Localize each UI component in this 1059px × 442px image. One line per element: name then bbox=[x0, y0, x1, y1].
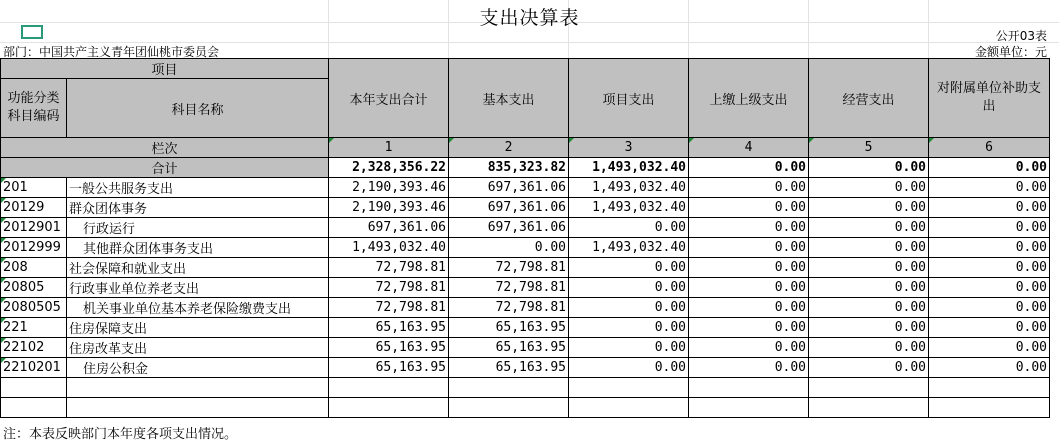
function-code-cell[interactable]: 2210201 bbox=[1, 358, 67, 378]
amount-cell[interactable]: 65,163.95 bbox=[449, 358, 569, 378]
header-col-2: 基本支出 bbox=[449, 59, 569, 138]
amount-cell[interactable]: 65,163.95 bbox=[329, 358, 449, 378]
subject-name-cell[interactable]: 机关事业单位基本养老保险缴费支出 bbox=[67, 298, 329, 318]
subject-name-cell[interactable]: 其他群众团体事务支出 bbox=[67, 238, 329, 258]
empty-cell[interactable] bbox=[1, 378, 67, 398]
header-col-4: 上缴上级支出 bbox=[689, 59, 809, 138]
amount-cell[interactable]: 65,163.95 bbox=[329, 318, 449, 338]
amount-cell[interactable]: 0.00 bbox=[689, 318, 809, 338]
empty-cell[interactable] bbox=[329, 378, 449, 398]
amount-cell[interactable]: 697,361.06 bbox=[449, 178, 569, 198]
amount-cell[interactable]: 0.00 bbox=[929, 198, 1050, 218]
amount-cell[interactable]: 0.00 bbox=[569, 318, 689, 338]
amount-cell[interactable]: 697,361.06 bbox=[449, 198, 569, 218]
amount-cell[interactable]: 0.00 bbox=[809, 178, 929, 198]
empty-cell[interactable] bbox=[929, 398, 1050, 418]
empty-cell[interactable] bbox=[1, 398, 67, 418]
amount-cell[interactable]: 0.00 bbox=[929, 318, 1050, 338]
empty-row bbox=[1, 378, 1050, 398]
amount-cell[interactable]: 2,190,393.46 bbox=[329, 198, 449, 218]
amount-cell[interactable]: 0.00 bbox=[569, 298, 689, 318]
amount-cell[interactable]: 0.00 bbox=[809, 318, 929, 338]
amount-cell[interactable]: 0.00 bbox=[809, 218, 929, 238]
amount-cell[interactable]: 0.00 bbox=[689, 258, 809, 278]
amount-cell[interactable]: 0.00 bbox=[689, 218, 809, 238]
function-code-cell[interactable]: 208 bbox=[1, 258, 67, 278]
expenditure-table bbox=[0, 58, 1050, 418]
amount-cell[interactable]: 697,361.06 bbox=[449, 218, 569, 238]
function-code-cell[interactable]: 221 bbox=[1, 318, 67, 338]
total-value: 0.00 bbox=[809, 158, 929, 178]
table-row bbox=[1, 278, 1050, 298]
amount-cell[interactable]: 72,798.81 bbox=[329, 298, 449, 318]
amount-cell[interactable]: 0.00 bbox=[809, 198, 929, 218]
amount-cell[interactable]: 0.00 bbox=[689, 238, 809, 258]
function-code-cell[interactable]: 22102 bbox=[1, 338, 67, 358]
amount-cell[interactable]: 72,798.81 bbox=[449, 278, 569, 298]
empty-cell[interactable] bbox=[449, 378, 569, 398]
empty-cell[interactable] bbox=[569, 398, 689, 418]
subject-name-cell[interactable]: 行政运行 bbox=[67, 218, 329, 238]
subject-name-cell[interactable]: 住房改革支出 bbox=[67, 338, 329, 358]
amount-cell[interactable]: 65,163.95 bbox=[449, 318, 569, 338]
amount-cell[interactable]: 0.00 bbox=[929, 358, 1050, 378]
table-row bbox=[1, 238, 1050, 258]
amount-cell[interactable]: 0.00 bbox=[689, 338, 809, 358]
amount-cell[interactable]: 0.00 bbox=[569, 338, 689, 358]
empty-cell[interactable] bbox=[67, 378, 329, 398]
amount-cell[interactable]: 1,493,032.40 bbox=[329, 238, 449, 258]
table-row bbox=[1, 198, 1050, 218]
amount-cell[interactable]: 0.00 bbox=[929, 258, 1050, 278]
amount-cell[interactable]: 1,493,032.40 bbox=[569, 178, 689, 198]
function-code-cell[interactable]: 201 bbox=[1, 178, 67, 198]
column-number: 5 bbox=[809, 138, 929, 158]
empty-cell[interactable] bbox=[689, 378, 809, 398]
header-col-1: 本年支出合计 bbox=[329, 59, 449, 138]
empty-cell[interactable] bbox=[67, 398, 329, 418]
subject-name-cell[interactable]: 住房公积金 bbox=[67, 358, 329, 378]
empty-cell[interactable] bbox=[809, 398, 929, 418]
header-func-code: 功能分类科目编码 bbox=[1, 79, 67, 138]
total-value: 835,323.82 bbox=[449, 158, 569, 178]
amount-cell[interactable]: 2,190,393.46 bbox=[329, 178, 449, 198]
amount-cell[interactable]: 65,163.95 bbox=[449, 338, 569, 358]
amount-cell[interactable]: 0.00 bbox=[929, 178, 1050, 198]
total-value: 1,493,032.40 bbox=[569, 158, 689, 178]
empty-cell[interactable] bbox=[929, 378, 1050, 398]
function-code-cell[interactable]: 2012999 bbox=[1, 238, 67, 258]
amount-cell[interactable]: 0.00 bbox=[569, 218, 689, 238]
amount-cell[interactable]: 0.00 bbox=[809, 358, 929, 378]
subject-name-cell[interactable]: 群众团体事务 bbox=[67, 198, 329, 218]
empty-row bbox=[1, 398, 1050, 418]
total-label: 合计 bbox=[1, 158, 329, 178]
amount-cell[interactable]: 65,163.95 bbox=[329, 338, 449, 358]
amount-cell[interactable]: 0.00 bbox=[929, 278, 1050, 298]
currency-unit-label: 金额单位：元 bbox=[974, 45, 1047, 59]
amount-cell[interactable]: 0.00 bbox=[809, 238, 929, 258]
column-number: 3 bbox=[569, 138, 689, 158]
table-row bbox=[1, 178, 1050, 198]
amount-cell[interactable]: 0.00 bbox=[929, 338, 1050, 358]
table-row bbox=[1, 218, 1050, 238]
amount-cell[interactable]: 0.00 bbox=[809, 338, 929, 358]
amount-cell[interactable]: 0.00 bbox=[449, 238, 569, 258]
column-number: 4 bbox=[689, 138, 809, 158]
empty-cell[interactable] bbox=[689, 398, 809, 418]
row-label-column-numbers: 栏次 bbox=[1, 138, 329, 158]
subject-name-cell[interactable]: 一般公共服务支出 bbox=[67, 178, 329, 198]
amount-cell[interactable]: 0.00 bbox=[929, 238, 1050, 258]
amount-cell[interactable]: 0.00 bbox=[689, 298, 809, 318]
total-value: 0.00 bbox=[689, 158, 809, 178]
amount-cell[interactable]: 0.00 bbox=[689, 198, 809, 218]
amount-cell[interactable]: 72,798.81 bbox=[449, 258, 569, 278]
amount-cell[interactable]: 0.00 bbox=[809, 258, 929, 278]
header-project: 项目 bbox=[1, 59, 329, 79]
table-row bbox=[1, 338, 1050, 358]
header-col-5: 经营支出 bbox=[809, 59, 929, 138]
table-row bbox=[1, 298, 1050, 318]
amount-cell[interactable]: 0.00 bbox=[569, 358, 689, 378]
header-col-3: 项目支出 bbox=[569, 59, 689, 138]
column-number: 1 bbox=[329, 138, 449, 158]
empty-cell[interactable] bbox=[569, 378, 689, 398]
amount-cell[interactable]: 0.00 bbox=[569, 278, 689, 298]
header-col-6: 对附属单位补助支出 bbox=[929, 59, 1050, 138]
subject-name-cell[interactable]: 住房保障支出 bbox=[67, 318, 329, 338]
department-label: 部门：中国共产主义青年团仙桃市委员会 bbox=[3, 45, 220, 59]
page-title: 支出决算表 bbox=[479, 7, 580, 29]
amount-cell[interactable]: 0.00 bbox=[689, 278, 809, 298]
amount-cell[interactable]: 72,798.81 bbox=[329, 258, 449, 278]
table-row bbox=[1, 358, 1050, 378]
empty-cell[interactable] bbox=[809, 378, 929, 398]
column-number: 2 bbox=[449, 138, 569, 158]
subject-name-cell[interactable]: 行政事业单位养老支出 bbox=[67, 278, 329, 298]
column-number: 6 bbox=[929, 138, 1050, 158]
table-row bbox=[1, 258, 1050, 278]
total-value: 0.00 bbox=[929, 158, 1050, 178]
amount-cell[interactable]: 0.00 bbox=[689, 358, 809, 378]
amount-cell[interactable]: 0.00 bbox=[929, 218, 1050, 238]
amount-cell[interactable]: 0.00 bbox=[569, 258, 689, 278]
empty-cell[interactable] bbox=[449, 398, 569, 418]
table-row bbox=[1, 318, 1050, 338]
amount-cell[interactable]: 0.00 bbox=[809, 298, 929, 318]
amount-cell[interactable]: 72,798.81 bbox=[329, 278, 449, 298]
amount-cell[interactable]: 697,361.06 bbox=[329, 218, 449, 238]
function-code-cell[interactable]: 2012901 bbox=[1, 218, 67, 238]
header-subject-name: 科目名称 bbox=[67, 79, 329, 138]
amount-cell[interactable]: 1,493,032.40 bbox=[569, 238, 689, 258]
amount-cell[interactable]: 0.00 bbox=[689, 178, 809, 198]
amount-cell[interactable]: 72,798.81 bbox=[449, 298, 569, 318]
amount-cell[interactable]: 1,493,032.40 bbox=[569, 198, 689, 218]
total-value: 2,328,356.22 bbox=[329, 158, 449, 178]
empty-cell[interactable] bbox=[329, 398, 449, 418]
form-number: 公开03表 bbox=[995, 29, 1047, 43]
subject-name-cell[interactable]: 社会保障和就业支出 bbox=[67, 258, 329, 278]
function-code-cell[interactable]: 20129 bbox=[1, 198, 67, 218]
function-code-cell[interactable]: 20805 bbox=[1, 278, 67, 298]
footnote: 注：本表反映部门本年度各项支出情况。 bbox=[3, 427, 238, 442]
amount-cell[interactable]: 0.00 bbox=[809, 278, 929, 298]
amount-cell[interactable]: 0.00 bbox=[929, 298, 1050, 318]
function-code-cell[interactable]: 2080505 bbox=[1, 298, 67, 318]
